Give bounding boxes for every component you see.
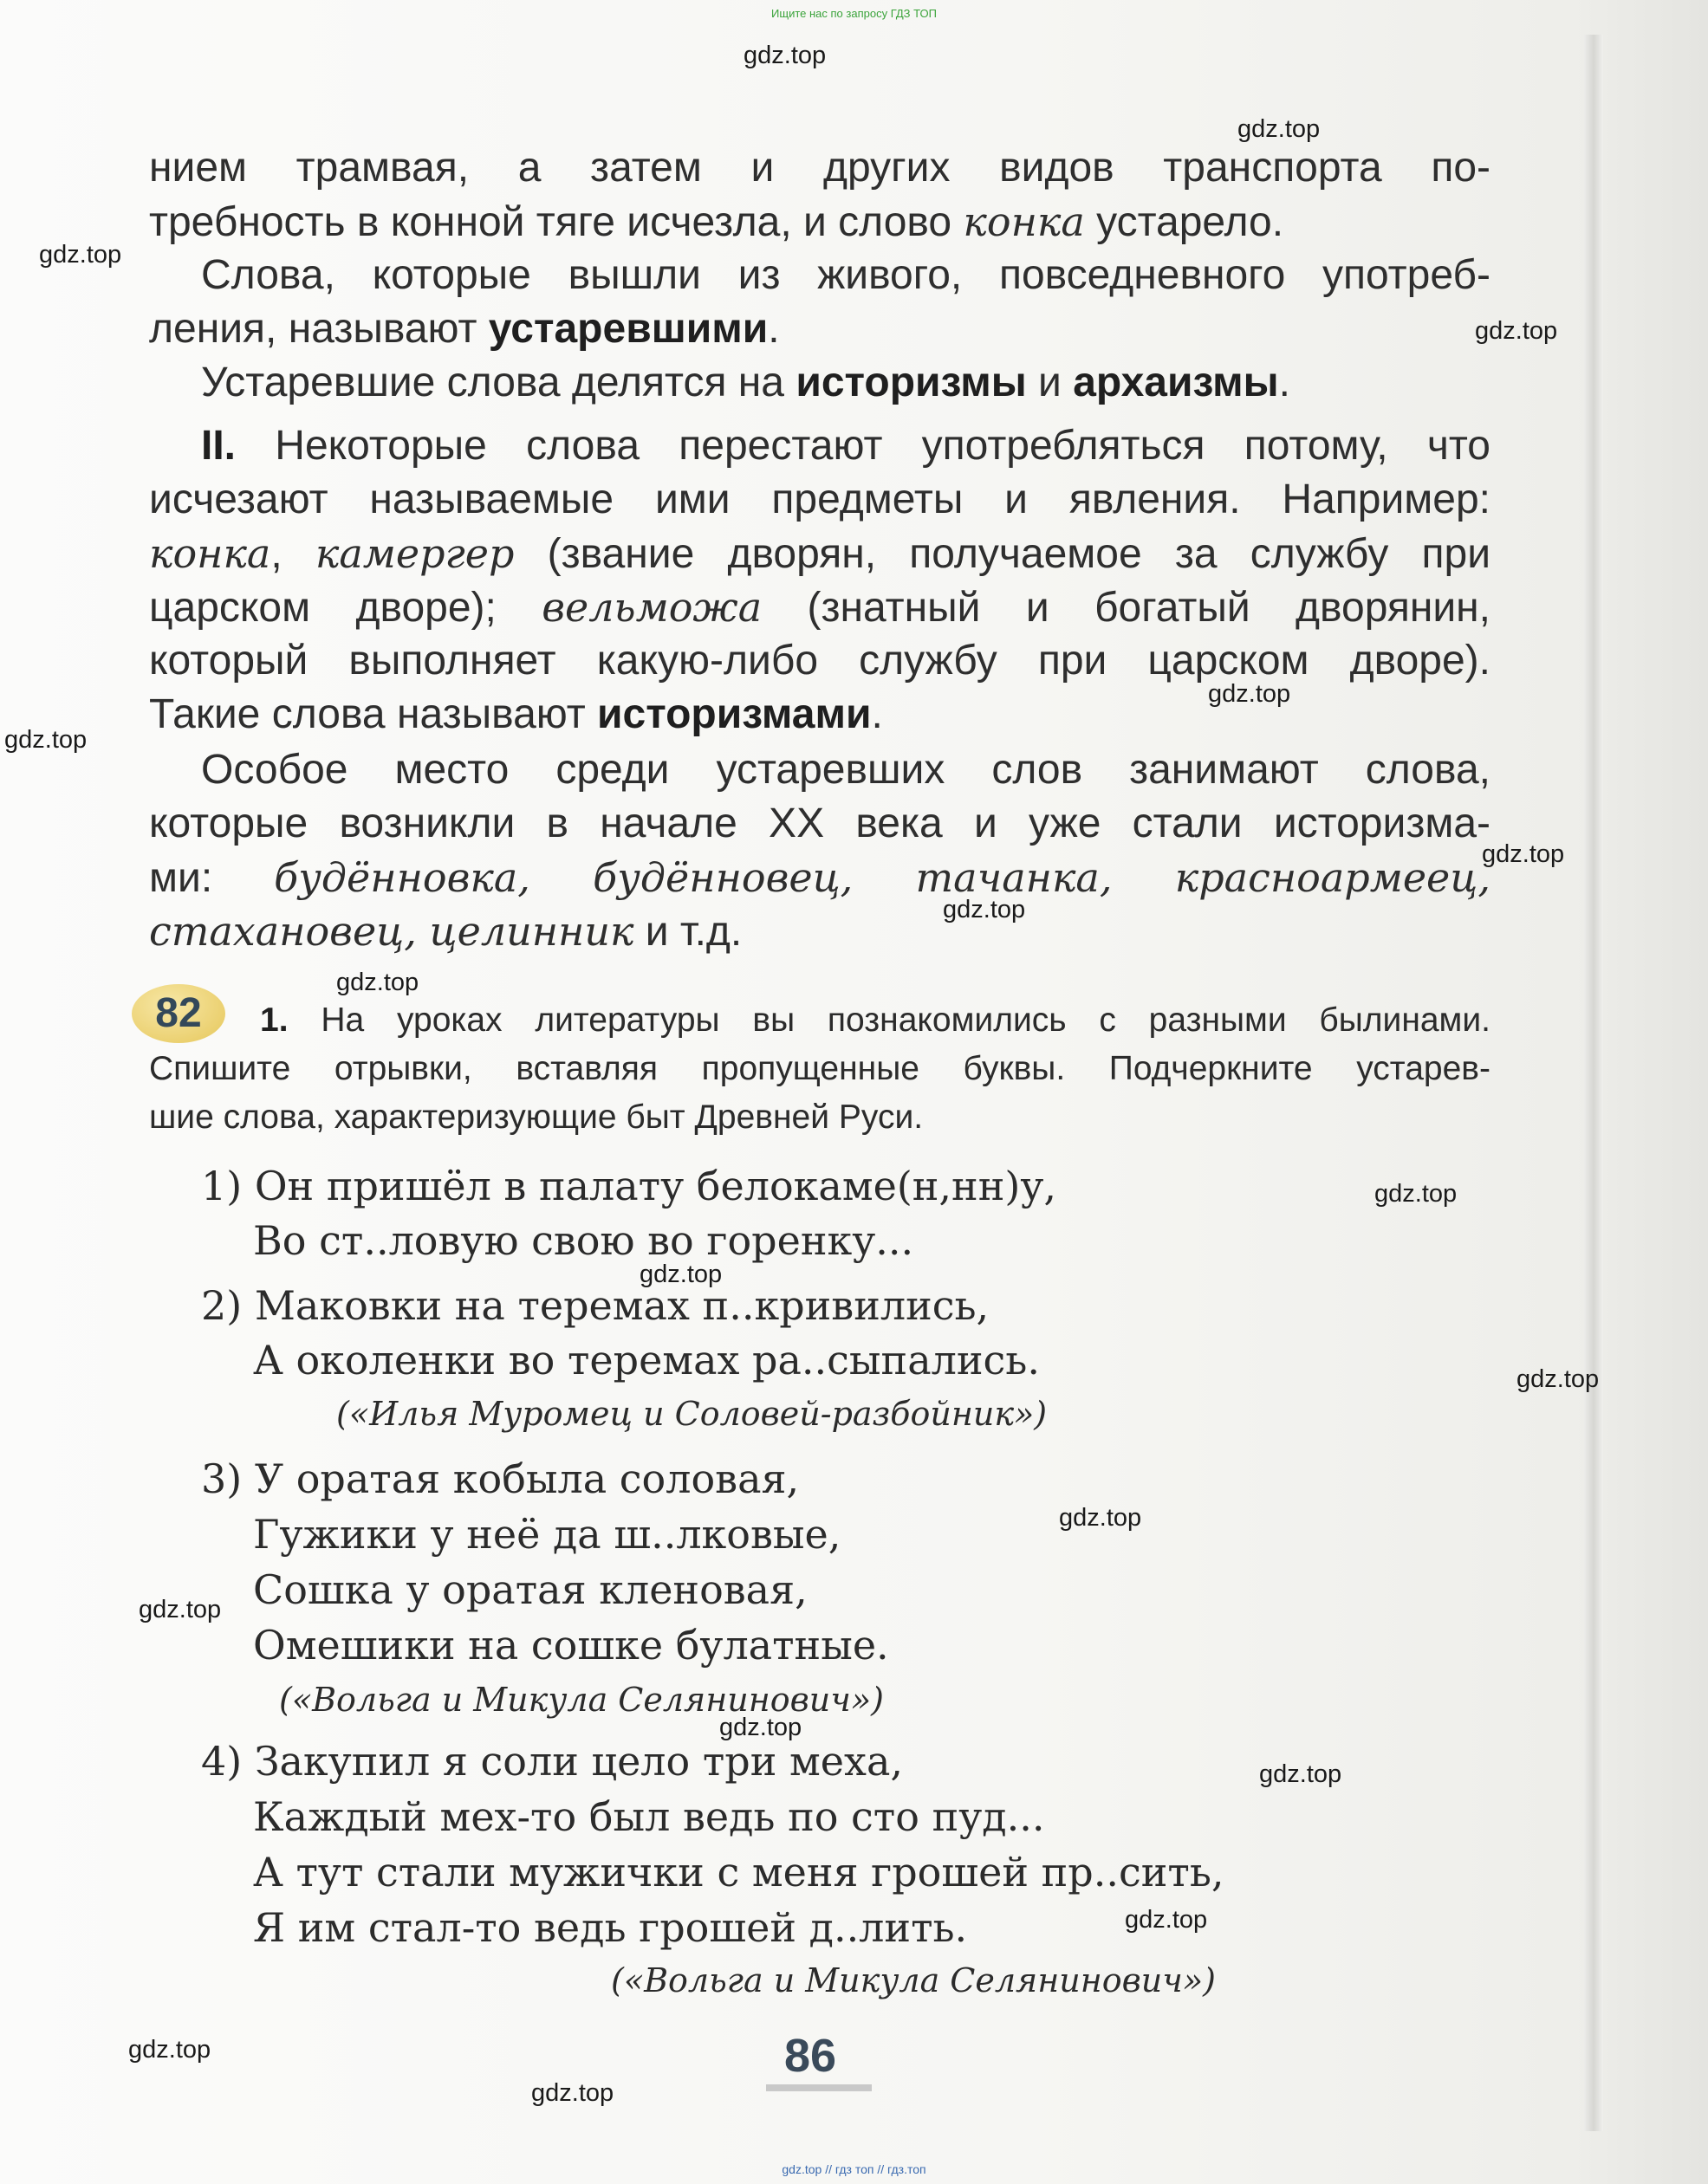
poem-line: 4) Закупил я соли цело три меха, xyxy=(201,1738,904,1785)
poem-line: 1) Он пришёл в палату белокаме(н,нн)у, xyxy=(201,1163,1057,1209)
poem-source: («Вольга и Микула Селянинович») xyxy=(611,1961,1216,1999)
text-line: стахановец, целинник и т.д. xyxy=(149,908,743,955)
watermark: gdz.top xyxy=(1259,1760,1342,1788)
watermark: gdz.top xyxy=(1237,115,1321,143)
watermark: gdz.top xyxy=(1125,1906,1208,1934)
watermark: gdz.top xyxy=(1475,317,1558,345)
watermark: gdz.top xyxy=(336,969,419,996)
task-text: шие слова, характеризующие быт Древней Руси. xyxy=(149,1098,924,1136)
text-line: Слова, которые вышли из живого, повседневного употреб- xyxy=(201,252,1490,298)
text-line: царском дворе); вельможа (знатный и богатый дворянин, xyxy=(149,584,1490,631)
footer-links[interactable]: gdz.top // гдз топ // гдз.топ xyxy=(782,2162,926,2176)
page-number: 86 xyxy=(784,2030,837,2082)
watermark: gdz.top xyxy=(719,1714,802,1741)
text-line: требность в конной тяге исчезла, и слово конка устарело. xyxy=(149,198,1284,245)
exercise-number-badge: 82 xyxy=(132,984,225,1043)
poem-source: («Вольга и Микула Селянинович») xyxy=(279,1681,884,1719)
watermark: gdz.top xyxy=(1516,1365,1600,1393)
watermark: gdz.top xyxy=(1374,1180,1458,1208)
poem-line: Во ст..ловую свою во горенку... xyxy=(253,1217,914,1264)
text-line: который выполняет какую-либо службу при царском дворе). xyxy=(149,638,1490,684)
text-line: которые возникли в начале XX века и уже стали историзма- xyxy=(149,800,1490,846)
header-search-hint[interactable]: Ищите нас по запросу ГДЗ ТОП xyxy=(771,7,937,20)
watermark: gdz.top xyxy=(139,1596,222,1623)
poem-line: А тут стали мужички с меня грошей пр..сить, xyxy=(253,1849,1224,1896)
poem-line: Я им стал-то ведь грошей д..лить. xyxy=(253,1904,968,1951)
poem-line: Каждый мех-то был ведь по сто пуд... xyxy=(253,1793,1045,1840)
poem-line: А околенки во теремах ра..сыпались. xyxy=(253,1337,1040,1384)
poem-line: Омешики на сошке булатные. xyxy=(253,1622,889,1669)
watermark: gdz.top xyxy=(39,241,122,269)
text-line: ления, называют устаревшими. xyxy=(149,306,780,352)
text-line: Устаревшие слова делятся на историзмы и архаизмы. xyxy=(201,360,1290,405)
text-line: II. Некоторые слова перестают употребляться потому, что xyxy=(201,423,1490,469)
watermark: gdz.top xyxy=(128,2036,211,2064)
text-line: нием трамвая, а затем и других видов транспорта по- xyxy=(149,145,1490,191)
watermark: gdz.top xyxy=(943,896,1026,924)
watermark: gdz.top xyxy=(744,42,827,69)
poem-line: Гужики у неё да ш..лковые, xyxy=(253,1511,841,1558)
text-line: Особое место среди устаревших слов занимают слова, xyxy=(201,747,1490,793)
poem-line: 2) Маковки на теремах п..кривились, xyxy=(201,1282,990,1329)
watermark: gdz.top xyxy=(1059,1504,1142,1532)
watermark: gdz.top xyxy=(531,2079,614,2107)
watermark: gdz.top xyxy=(1482,840,1565,868)
watermark: gdz.top xyxy=(640,1260,723,1288)
watermark: gdz.top xyxy=(1208,680,1291,708)
text-line: исчезают называемые ими предметы и явления. Например: xyxy=(149,476,1490,522)
page-edge-shadow xyxy=(1584,35,1603,2131)
watermark: gdz.top xyxy=(4,726,88,754)
poem-line: Сошка у оратая кленовая, xyxy=(253,1566,808,1613)
task-text: Спишите отрывки, вставляя пропущенные буквы. Подчеркните устарев- xyxy=(149,1050,1490,1087)
text-line: Такие слова называют историзмами. xyxy=(149,691,883,737)
poem-source: («Илья Муромец и Соловей-разбойник») xyxy=(336,1395,1048,1433)
poem-line: 3) У оратая кобыла соловая, xyxy=(201,1455,800,1502)
page-number-underline xyxy=(766,2084,872,2091)
task-text: 1. На уроках литературы вы познакомились с разными былинами. xyxy=(260,1001,1490,1039)
text-line: конка, камергер (звание дворян, получаемое за службу при xyxy=(149,530,1491,577)
text-line: ми: будённовка, будённовец, тачанка, красноармеец, xyxy=(149,854,1491,901)
